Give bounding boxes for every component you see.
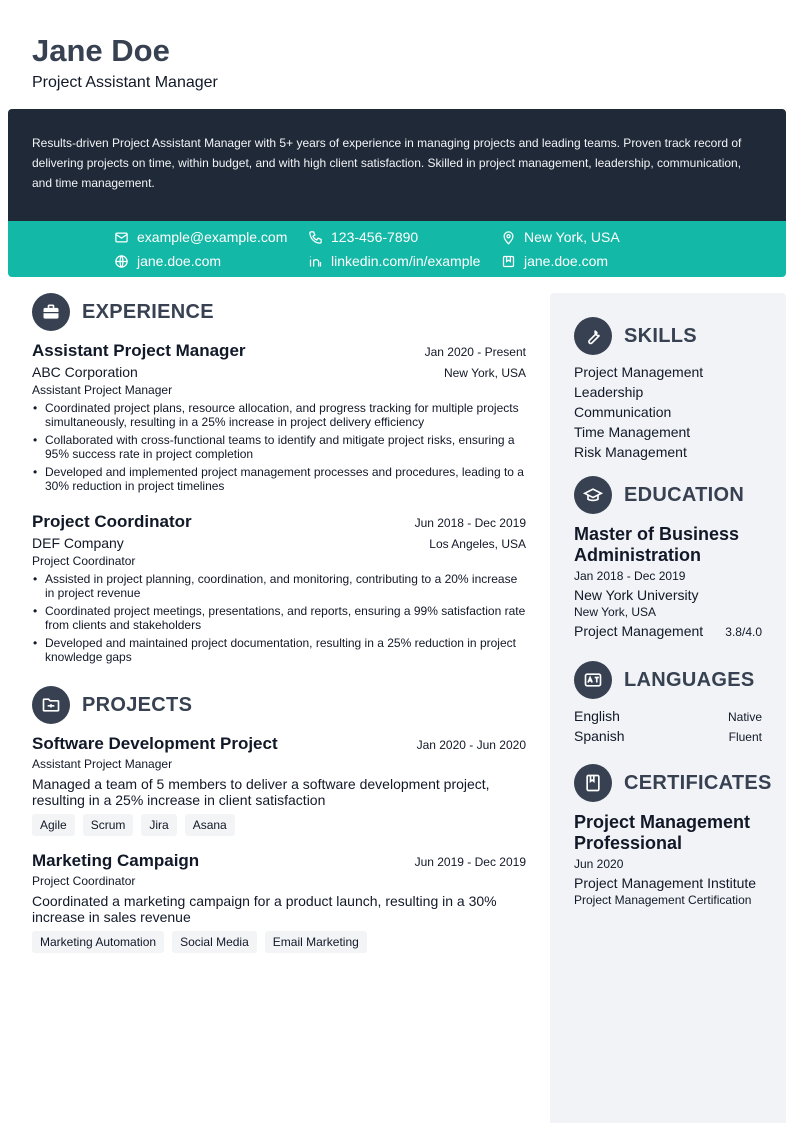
- language-level: Native: [727, 710, 762, 724]
- contact-location-text: New York, USA: [524, 229, 620, 245]
- project-tag: Scrum: [83, 814, 134, 836]
- contact-portfolio-text: jane.doe.com: [524, 253, 609, 269]
- certificate-detail: Project Management Certification: [574, 893, 752, 907]
- project-tag: Jira: [141, 814, 176, 836]
- job-bullet: • Coordinated project meetings, presentations, and reports, ensuring a 99% satisfaction rate from clients and stakeholders: [32, 604, 526, 632]
- job-position: Assistant Project Manager: [32, 383, 173, 397]
- job-company: DEF Company: [32, 535, 124, 551]
- skill-item: Time Management: [574, 424, 691, 440]
- project-dates: Jun 2019 - Dec 2019: [414, 855, 526, 869]
- project-description: Managed a team of 5 members to deliver a software development project, resulting in a 25% increase in client satisfaction: [32, 776, 490, 808]
- language-item: [574, 706, 762, 726]
- job-bullets: [32, 401, 526, 493]
- job-title: Project Coordinator: [32, 512, 192, 531]
- job-dates: Jun 2018 - Dec 2019: [414, 516, 526, 530]
- job-location: New York, USA: [443, 366, 526, 380]
- contact-phone-text: 123-456-7890: [331, 229, 419, 245]
- project-tag: Asana: [185, 814, 235, 836]
- job-bullet: • Developed and maintained project documentation, resulting in a 25% reduction in project knowledge gaps: [32, 636, 526, 664]
- summary-section: [8, 109, 786, 221]
- education-entry: [574, 524, 762, 641]
- contact-location: [501, 227, 620, 247]
- skill-item: Communication: [574, 404, 672, 420]
- candidate-name: Jane Doe: [32, 33, 170, 68]
- project-description: Coordinated a marketing campaign for a product launch, resulting in a 30% increase in sales revenue: [32, 893, 497, 925]
- project-role: Project Coordinator: [32, 874, 136, 888]
- folder-icon: [32, 686, 70, 724]
- job-bullets: [32, 572, 526, 664]
- education-dates: Jan 2018 - Dec 2019: [574, 569, 686, 583]
- phone-icon: [308, 230, 323, 245]
- translate-icon: [574, 661, 612, 699]
- resume-header: [32, 32, 218, 93]
- contact-website[interactable]: [114, 251, 221, 271]
- education-gpa: 3.8/4.0: [725, 625, 762, 639]
- education-school: New York University: [574, 587, 699, 603]
- project-entry: [32, 851, 526, 953]
- skill-item: Risk Management: [574, 444, 687, 460]
- globe-icon: [114, 254, 129, 269]
- job-position: Project Coordinator: [32, 554, 136, 568]
- project-title: Marketing Campaign: [32, 851, 200, 870]
- job-bullet: • Collaborated with cross-functional teams to identify and mitigate project risks, ensuring a 95% success rate in project completion: [32, 433, 526, 461]
- certificate-date: Jun 2020: [574, 857, 624, 871]
- skill-item: Project Management: [574, 364, 704, 380]
- job-bullet: • Developed and implemented project management processes and procedures, leading to a 30% reduction in project timelines: [32, 465, 526, 493]
- languages-list: [574, 706, 762, 746]
- language-item: [574, 726, 762, 746]
- linkedin-icon: [308, 254, 323, 269]
- wrench-icon: [574, 317, 612, 355]
- briefcase-icon: [32, 293, 70, 331]
- education-degree: Master of Business Administration: [574, 524, 740, 565]
- job-bullet: • Assisted in project planning, coordination, and monitoring, contributing to a 20% increase in project revenue: [32, 572, 526, 600]
- project-tag: Marketing Automation: [32, 931, 164, 953]
- contact-phone[interactable]: [308, 227, 418, 247]
- project-tag: Email Marketing: [265, 931, 367, 953]
- certificate-entry: [574, 812, 762, 907]
- education-field: Project Management: [574, 623, 704, 639]
- contact-email-text: example@example.com: [137, 229, 288, 245]
- book-icon: [574, 764, 612, 802]
- certificates-title: CERTIFICATES: [624, 771, 772, 794]
- candidate-title: Project Assistant Manager: [32, 74, 218, 91]
- project-entry: [32, 734, 526, 836]
- job-entry: [32, 341, 526, 497]
- language-level: Fluent: [728, 730, 762, 744]
- project-title: Software Development Project: [32, 734, 278, 753]
- contact-bar: [8, 221, 786, 277]
- contact-portfolio[interactable]: [501, 251, 608, 271]
- contact-website-text: jane.doe.com: [137, 253, 222, 269]
- education-title: EDUCATION: [624, 483, 745, 506]
- contact-email[interactable]: [114, 227, 287, 247]
- project-dates: Jan 2020 - Jun 2020: [416, 738, 526, 752]
- skills-title: SKILLS: [624, 324, 697, 347]
- project-tag: Agile: [32, 814, 75, 836]
- job-bullet: • Coordinated project plans, resource allocation, and progress tracking for multiple projects simultaneously, resulting in a 25% increase in project delivery efficiency: [32, 401, 526, 429]
- project-tags: [32, 931, 526, 953]
- project-tags: [32, 814, 526, 836]
- contact-linkedin[interactable]: [308, 251, 480, 271]
- experience-heading: [32, 293, 214, 331]
- projects-title: PROJECTS: [82, 693, 193, 716]
- graduation-cap-icon: [574, 476, 612, 514]
- language-name: English: [574, 708, 620, 724]
- job-dates: Jan 2020 - Present: [424, 345, 526, 359]
- summary-text: Results-driven Project Assistant Manager with 5+ years of experience in managing projects and leading teams. Proven track record of delivering projects on time, within budget, and with high client satisfaction. Skilled in project management, leadership, communication, and time management.: [32, 136, 742, 190]
- skills-heading: [574, 317, 697, 355]
- job-title: Assistant Project Manager: [32, 341, 246, 360]
- experience-title: EXPERIENCE: [82, 300, 214, 323]
- skill-item: Leadership: [574, 384, 644, 400]
- skills-list: [574, 362, 762, 462]
- job-location: Los Angeles, USA: [429, 537, 526, 551]
- languages-title: LANGUAGES: [624, 668, 755, 691]
- education-location: New York, USA: [574, 605, 657, 619]
- contact-linkedin-text: linkedin.com/in/example: [331, 253, 481, 269]
- portfolio-icon: [501, 254, 516, 269]
- projects-heading: [32, 686, 192, 724]
- certificates-heading: [574, 764, 772, 802]
- languages-heading: [574, 661, 754, 699]
- certificate-title: Project Management Professional: [574, 812, 751, 853]
- mail-icon: [114, 230, 129, 245]
- certificate-issuer: Project Management Institute: [574, 875, 757, 891]
- job-entry: [32, 512, 526, 668]
- project-tag: Social Media: [172, 931, 257, 953]
- job-company: ABC Corporation: [32, 364, 138, 380]
- map-pin-icon: [501, 230, 516, 245]
- language-name: Spanish: [574, 728, 625, 744]
- project-role: Assistant Project Manager: [32, 757, 173, 771]
- education-heading: [574, 476, 744, 514]
